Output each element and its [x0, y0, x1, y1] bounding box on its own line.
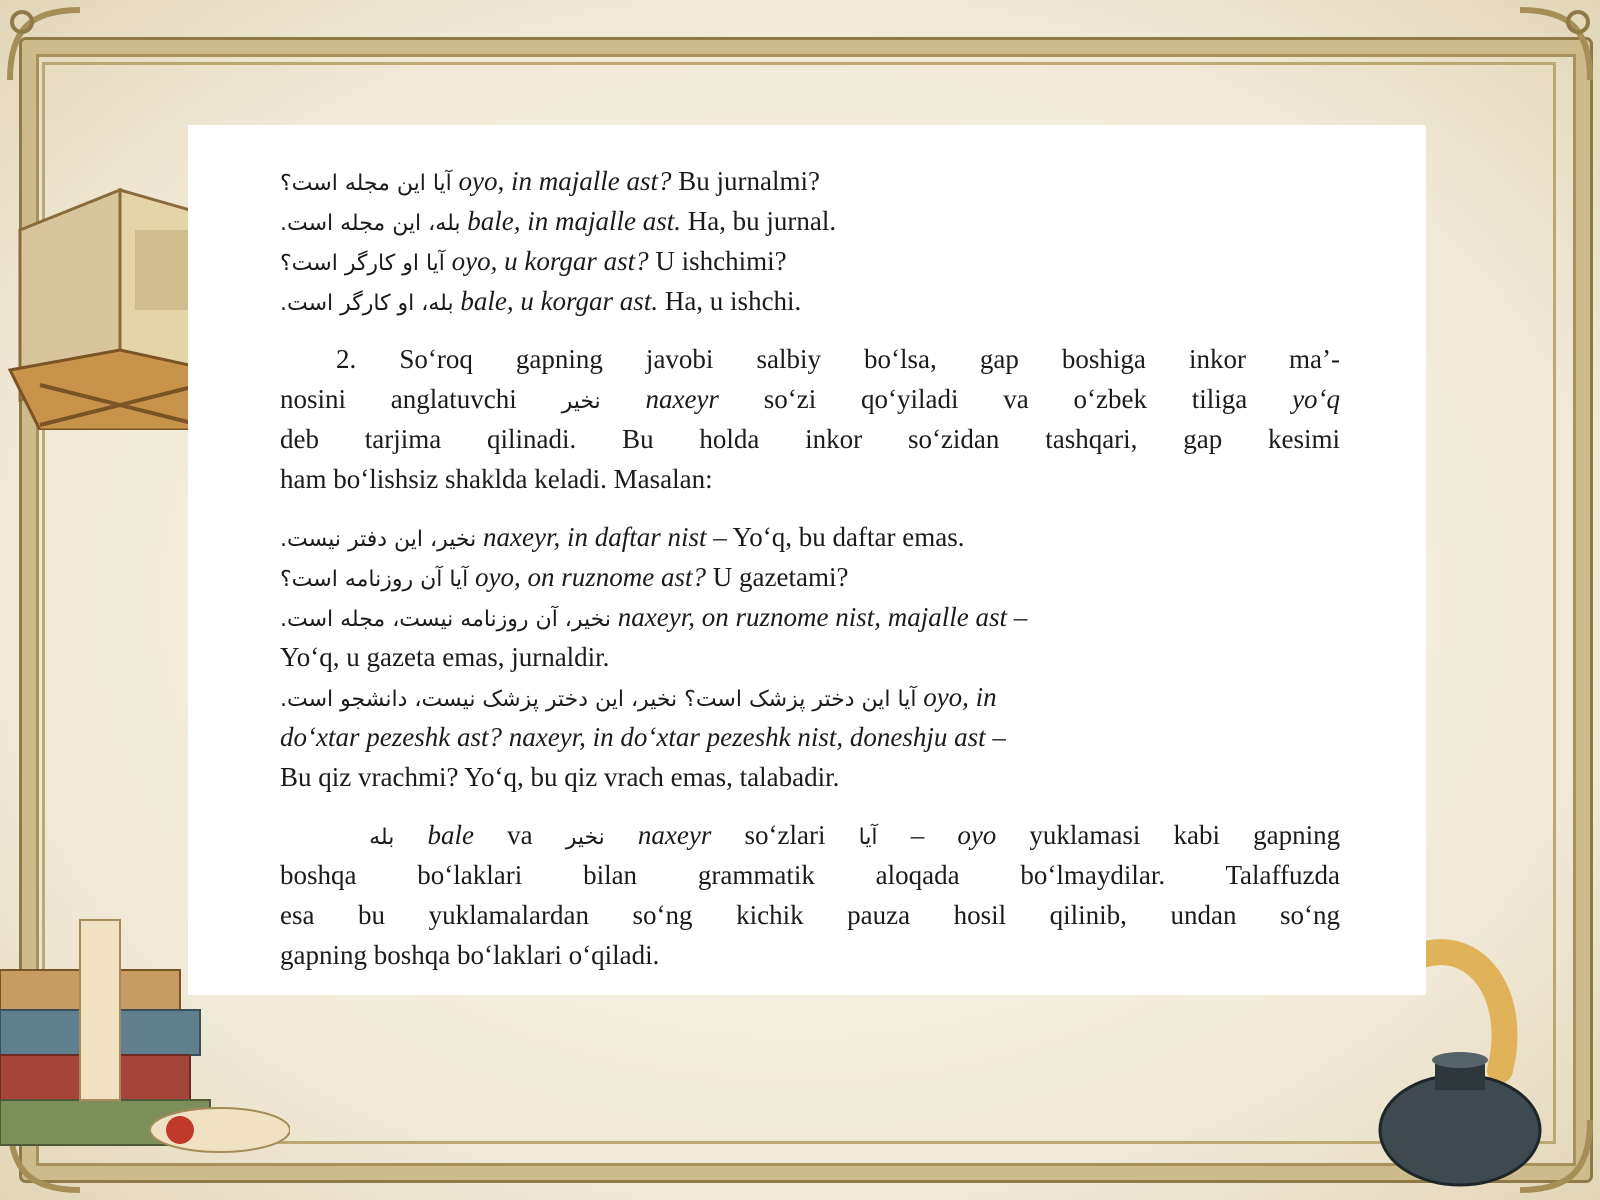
paragraph-text: deb tarjima qilinadi. Bu holda inkor so‘zidan tashqari, gap kesimi — [280, 424, 1340, 454]
paragraph-text: esa bu yuklamalardan so‘ng kichik pauza hosil qilinib, undan so‘ng — [280, 900, 1340, 930]
persian-text: آیا آن روزنامه است؟ — [280, 567, 469, 592]
uzbek-translation: Bu qiz vrachmi? Yo‘q, bu qiz vrach emas, talabadir. — [280, 762, 840, 792]
example-line — [280, 557, 1340, 597]
transliteration: oyo, on ruznome ast? — [475, 562, 707, 592]
uzbek-translation: U ishchimi? — [655, 246, 787, 276]
persian-text: نخیر — [561, 389, 601, 414]
example-line — [280, 637, 1340, 677]
transliteration: naxeyr, on ruznome nist, majalle ast – — [617, 602, 1028, 632]
persian-text: نخیر، این دفتر نیست. — [280, 527, 477, 552]
transliteration: oyo — [957, 820, 997, 850]
transliteration: oyo, u korgar ast? — [451, 246, 649, 276]
example-line — [280, 757, 1340, 797]
persian-text: بله، او کارگر است. — [280, 291, 454, 316]
example-line — [280, 161, 1340, 201]
persian-text: نخیر — [565, 825, 605, 850]
persian-text: آیا او کارگر است؟ — [280, 251, 445, 276]
uzbek-translation: U gazetami? — [712, 562, 849, 592]
document-page — [188, 125, 1426, 995]
transliteration: bale, in majalle ast. — [467, 206, 681, 236]
example-line — [280, 677, 1340, 717]
transliteration: bale, u korgar ast. — [460, 286, 659, 316]
persian-text: آیا این دختر پزشک است؟ نخیر، این دختر پزشک نیست، دانشجو است. — [280, 687, 917, 712]
example-line — [280, 517, 1340, 557]
transliteration: naxeyr — [645, 384, 719, 414]
paragraph-text: 2. So‘roq gapning javobi salbiy bo‘lsa, gap boshiga inkor ma’- — [336, 344, 1340, 374]
corner-ornament-icon — [0, 0, 90, 90]
persian-text: بله — [369, 825, 395, 850]
example-line — [280, 597, 1340, 637]
example-line — [280, 241, 1340, 281]
transliteration: oyo, in majalle ast? — [458, 166, 672, 196]
transliteration: bale — [427, 820, 474, 850]
uzbek-translation: Ha, bu jurnal. — [687, 206, 837, 236]
example-line — [280, 201, 1340, 241]
paragraph-text: ham bo‘lishsiz shaklda keladi. Masalan: — [280, 464, 713, 494]
transliteration: yo‘q — [1292, 384, 1341, 414]
transliteration: naxeyr — [637, 820, 712, 850]
persian-text: نخیر، آن روزنامه نیست، مجله است. — [280, 607, 612, 632]
transliteration: naxeyr, in daftar nist — [483, 522, 707, 552]
example-line — [280, 717, 1340, 757]
uzbek-translation: Bu jurnalmi? — [678, 166, 821, 196]
paragraph-text: gapning boshqa bo‘laklari o‘qiladi. — [280, 940, 660, 970]
persian-text: آیا — [858, 825, 878, 850]
paragraph-2: 2. So‘roq gapning javobi salbiy bo‘lsa, gap boshiga inkor ma’- nosini anglatuvchi نخیر naxeyr so‘zi qo‘yiladi va o‘zbek tiliga yo‘q deb tarjima qilinadi. Bu holda inkor so‘zidan tashqari, gap kesimi ham bo‘lishsiz shaklda keladi. Masalan: — [280, 339, 1340, 499]
uzbek-translation: Yo‘q, u gazeta emas, jurnaldir. — [280, 642, 610, 672]
corner-ornament-icon — [1510, 0, 1600, 90]
transliteration: oyo, in — [923, 682, 997, 712]
transliteration: do‘xtar pezeshk ast? naxeyr, in do‘xtar pezeshk nist, doneshju ast – — [280, 722, 1006, 752]
paragraph-text: boshqa bo‘laklari bilan grammatik aloqada bo‘lmaydilar. Talaffuzda — [280, 860, 1340, 890]
example-line — [280, 281, 1340, 321]
uzbek-translation: – Yo‘q, bu daftar emas. — [713, 522, 965, 552]
persian-text: آیا این مجله است؟ — [280, 171, 452, 196]
uzbek-translation: Ha, u ishchi. — [664, 286, 802, 316]
document-text — [280, 161, 1340, 975]
persian-text: بله، این مجله است. — [280, 211, 461, 236]
paragraph-3: بله bale va نخیر naxeyr so‘zlari آیا – oyo yuklamasi kabi gapning boshqa bo‘laklari bilan grammatik aloqada bo‘lmaydilar. Talaffuzda esa bu yuklamalardan so‘ng kichik pauza hosil qilinib, undan so‘ng gapning boshqa bo‘laklari o‘qiladi. — [280, 815, 1340, 975]
